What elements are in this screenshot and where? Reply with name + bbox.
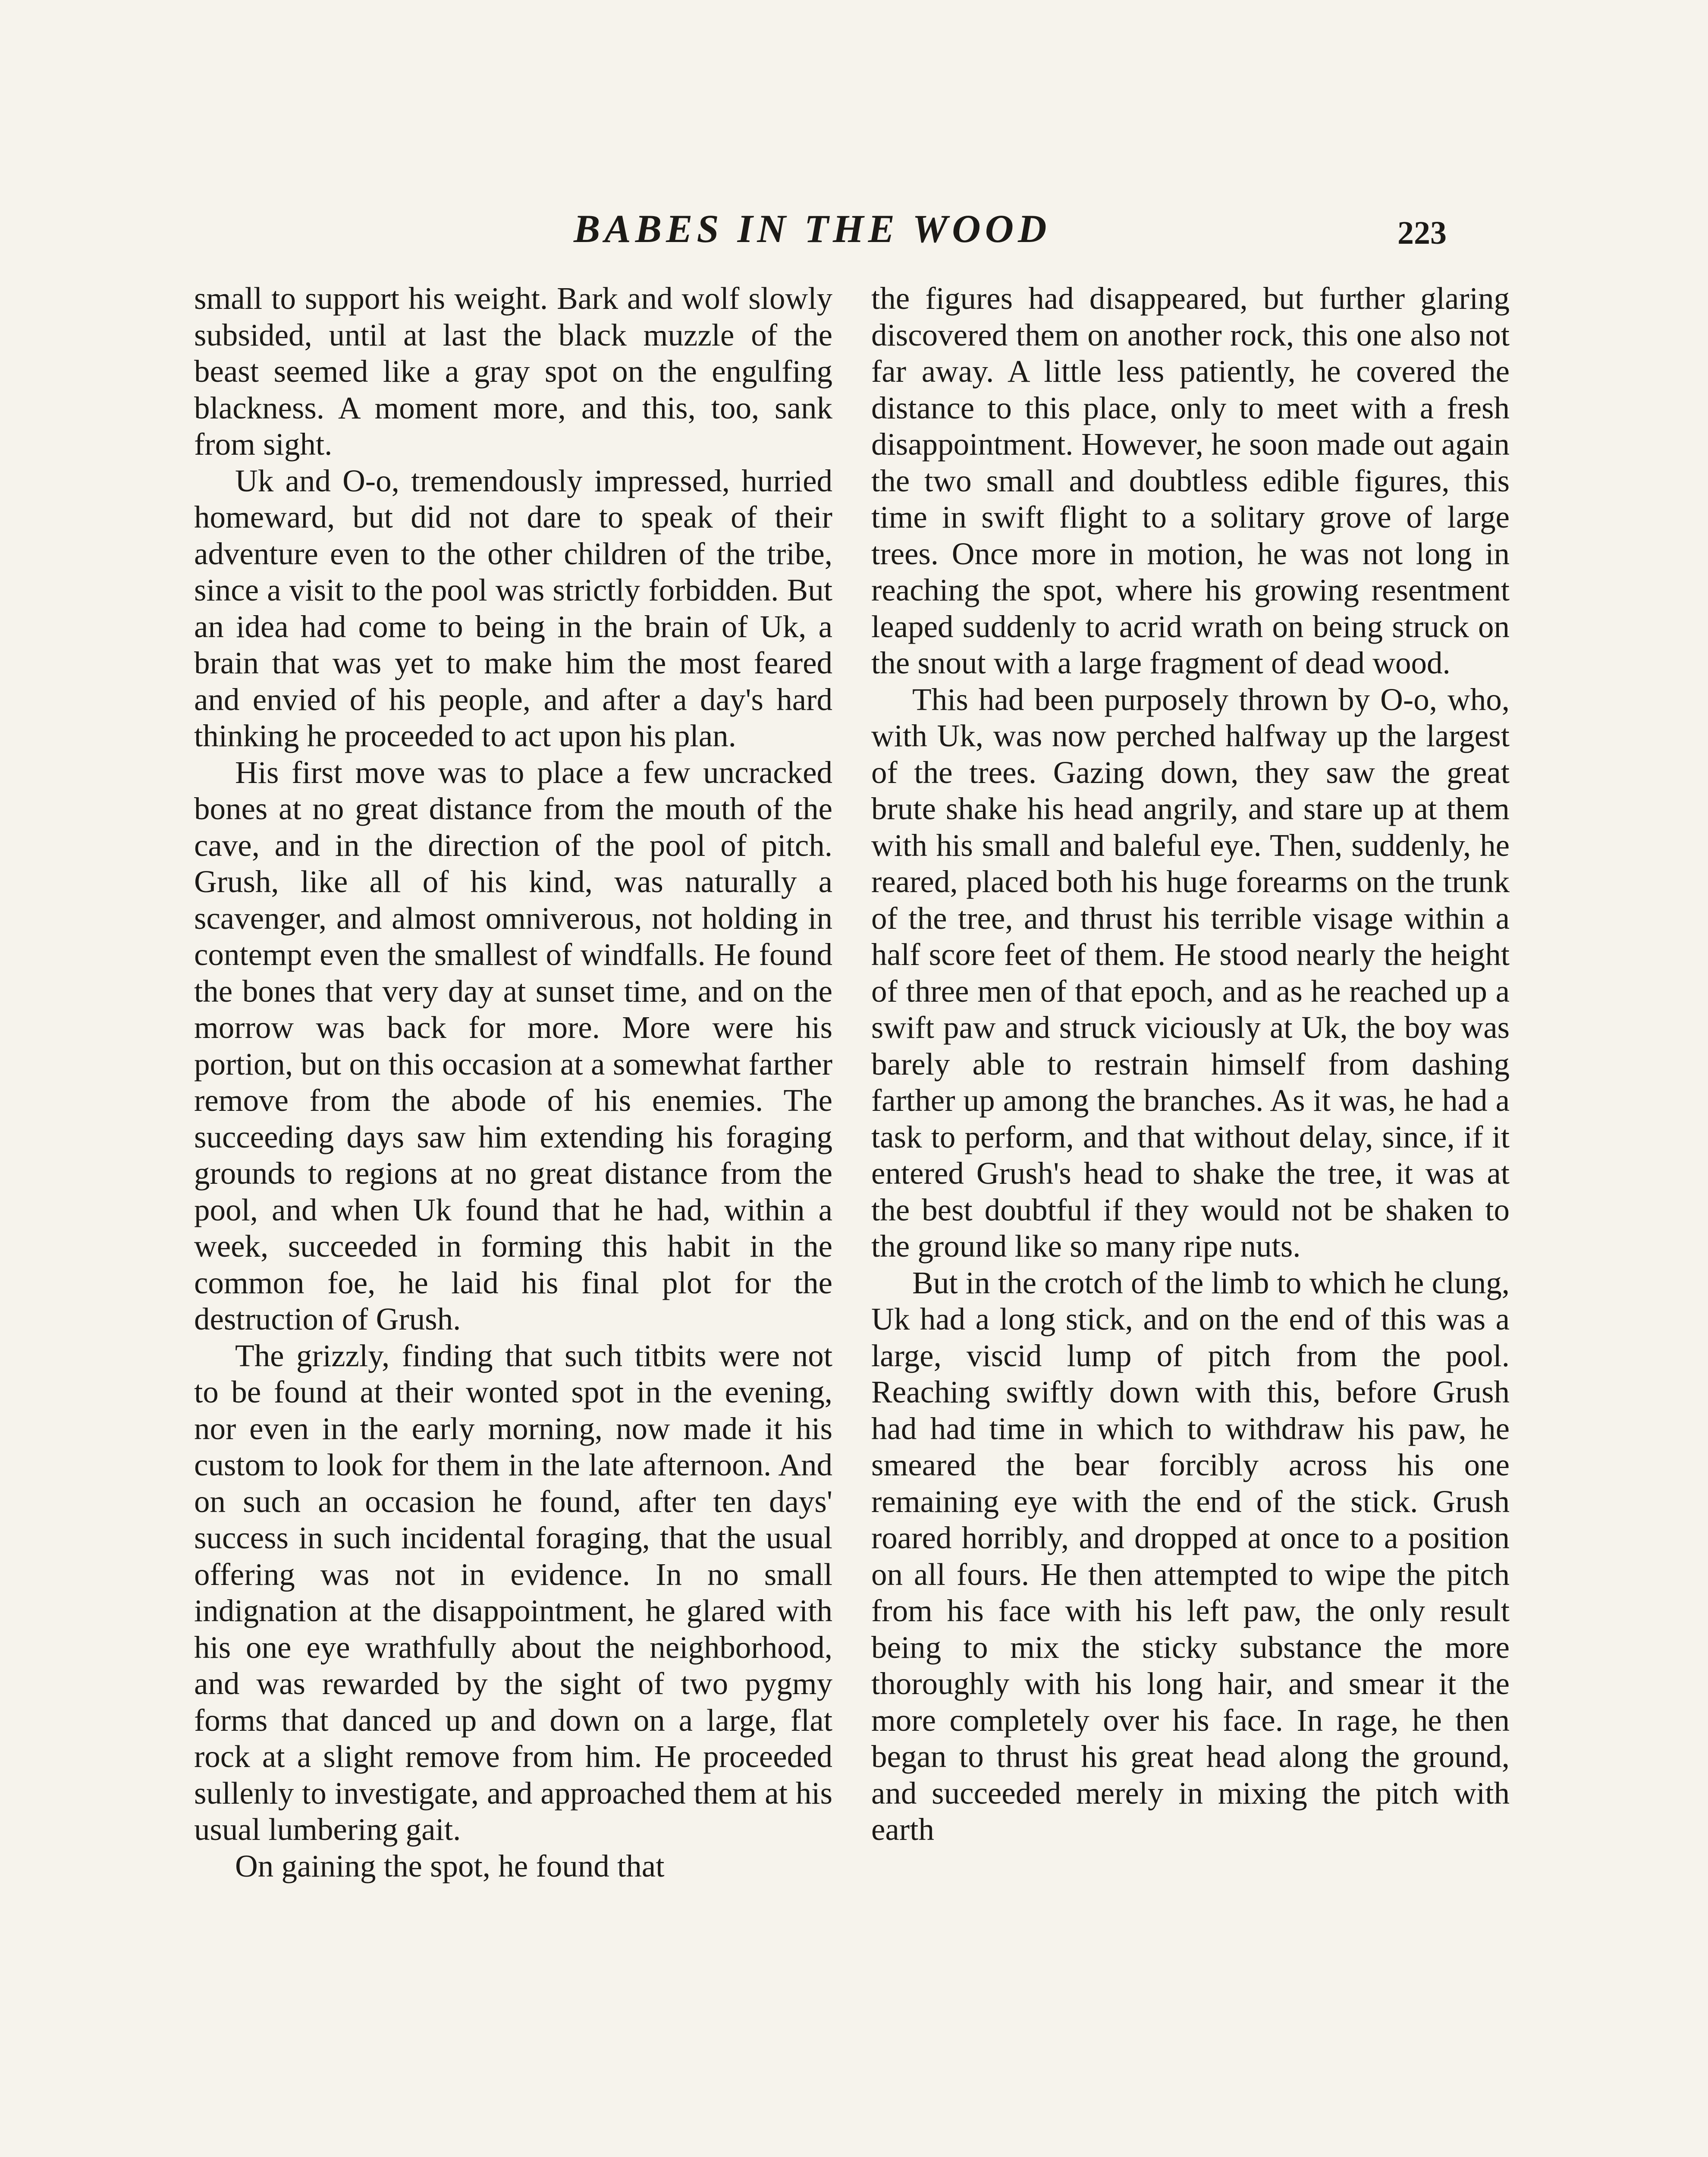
paragraph: The grizzly, finding that such titbits were not to be found at their wonted spot in the evening, nor even in the early morning, now made it his custom to look for them in the late afternoon. And on such an occasion he found, after ten days' success in such incidental foraging, that the usual offering was not in evidence. In no small indignation at the disappointment, he glared with his one eye wrathfully about the neighborhood, and was rewarded by the sight of two pygmy forms that danced up and down on a large, flat rock at a slight remove from him. He proceeded sullenly to investigate, and approached them at his usual lumbering gait.: [194, 1338, 832, 1847]
paragraph: Uk and O-o, tremendously impressed, hurried homeward, but did not dare to speak of their adventure even to the other children of the tribe, since a visit to the pool was strictly forbidden. But an idea had come to being in the brain of Uk, a brain that was yet to make him the most feared and envied of his people, and after a day's hard thinking he proceeded to act upon his plan.: [194, 463, 832, 753]
left-column: [194, 280, 832, 1884]
paragraph: On gaining the spot, he found that: [235, 1848, 665, 1883]
page-number: 223: [1397, 215, 1447, 251]
paragraph: His first move was to place a few uncracked bones at no great distance from the mouth of the cave, and in the direction of the pool of pitch. Grush, like all of his kind, was naturally a scavenger, and almost omniverous, not holding in contempt even the smallest of windfalls. He found the bones that very day at sunset time, and on the morrow was back for more. More were his portion, but on this occasion at a somewhat farther remove from the abode of his enemies. The succeeding days saw him extending his foraging grounds to regions at no great distance from the pool, and when Uk found that he had, within a week, succeeded in forming this habit in the common foe, he laid his final plot for the destruction of Grush.: [194, 755, 832, 1336]
right-column: [871, 280, 1510, 1848]
paragraph: the figures had disappeared, but further glaring discovered them on another rock, this one also not far away. A little less patiently, he covered the distance to this place, only to meet with a fresh disappointment. However, he soon made out again the two small and doubtless edible figures, this time in swift flight to a solitary grove of large trees. Once more in motion, he was not long in reaching the spot, where his growing resentment leaped suddenly to acrid wrath on being struck on the snout with a large fragment of dead wood.: [871, 281, 1510, 680]
paragraph: This had been purposely thrown by O-o, who, with Uk, was now perched halfway up the largest of the trees. Gazing down, they saw the great brute shake his head angrily, and stare up at them with his small and baleful eye. Then, suddenly, he reared, placed both his huge forearms on the trunk of the tree, and thrust his terrible visage within a half score feet of them. He stood nearly the height of three men of that epoch, and as he reached up a swift paw and struck viciously at Uk, the boy was barely able to restrain himself from dashing farther up among the branches. As it was, he had a task to perform, and that without delay, since, if it entered Grush's head to shake the tree, it was at the best doubtful if they would not be shaken to the ground like so many ripe nuts.: [871, 682, 1510, 1264]
paragraph: But in the crotch of the limb to which he clung, Uk had a long stick, and on the end of this was a large, viscid lump of pitch from the pool. Reaching swiftly down with this, before Grush had had time in which to withdraw his paw, he smeared the bear forcibly across his one remaining eye with the end of the stick. Grush roared horribly, and dropped at once to a position on all fours. He then attempted to wipe the pitch from his face with his left paw, the only result being to mix the sticky substance the more thoroughly with his long hair, and smear it the more completely over his face. In rage, he then began to thrust his great head along the ground, and succeeded merely in mixing the pitch with earth: [871, 1265, 1510, 1847]
running-title: BABES IN THE WOOD: [574, 207, 1051, 251]
running-head: [0, 203, 1708, 255]
paragraph: small to support his weight. Bark and wolf slowly subsided, until at last the black muzzle of the beast seemed like a gray spot on the engulfing blackness. A moment more, and this, too, sank from sight.: [194, 281, 832, 462]
